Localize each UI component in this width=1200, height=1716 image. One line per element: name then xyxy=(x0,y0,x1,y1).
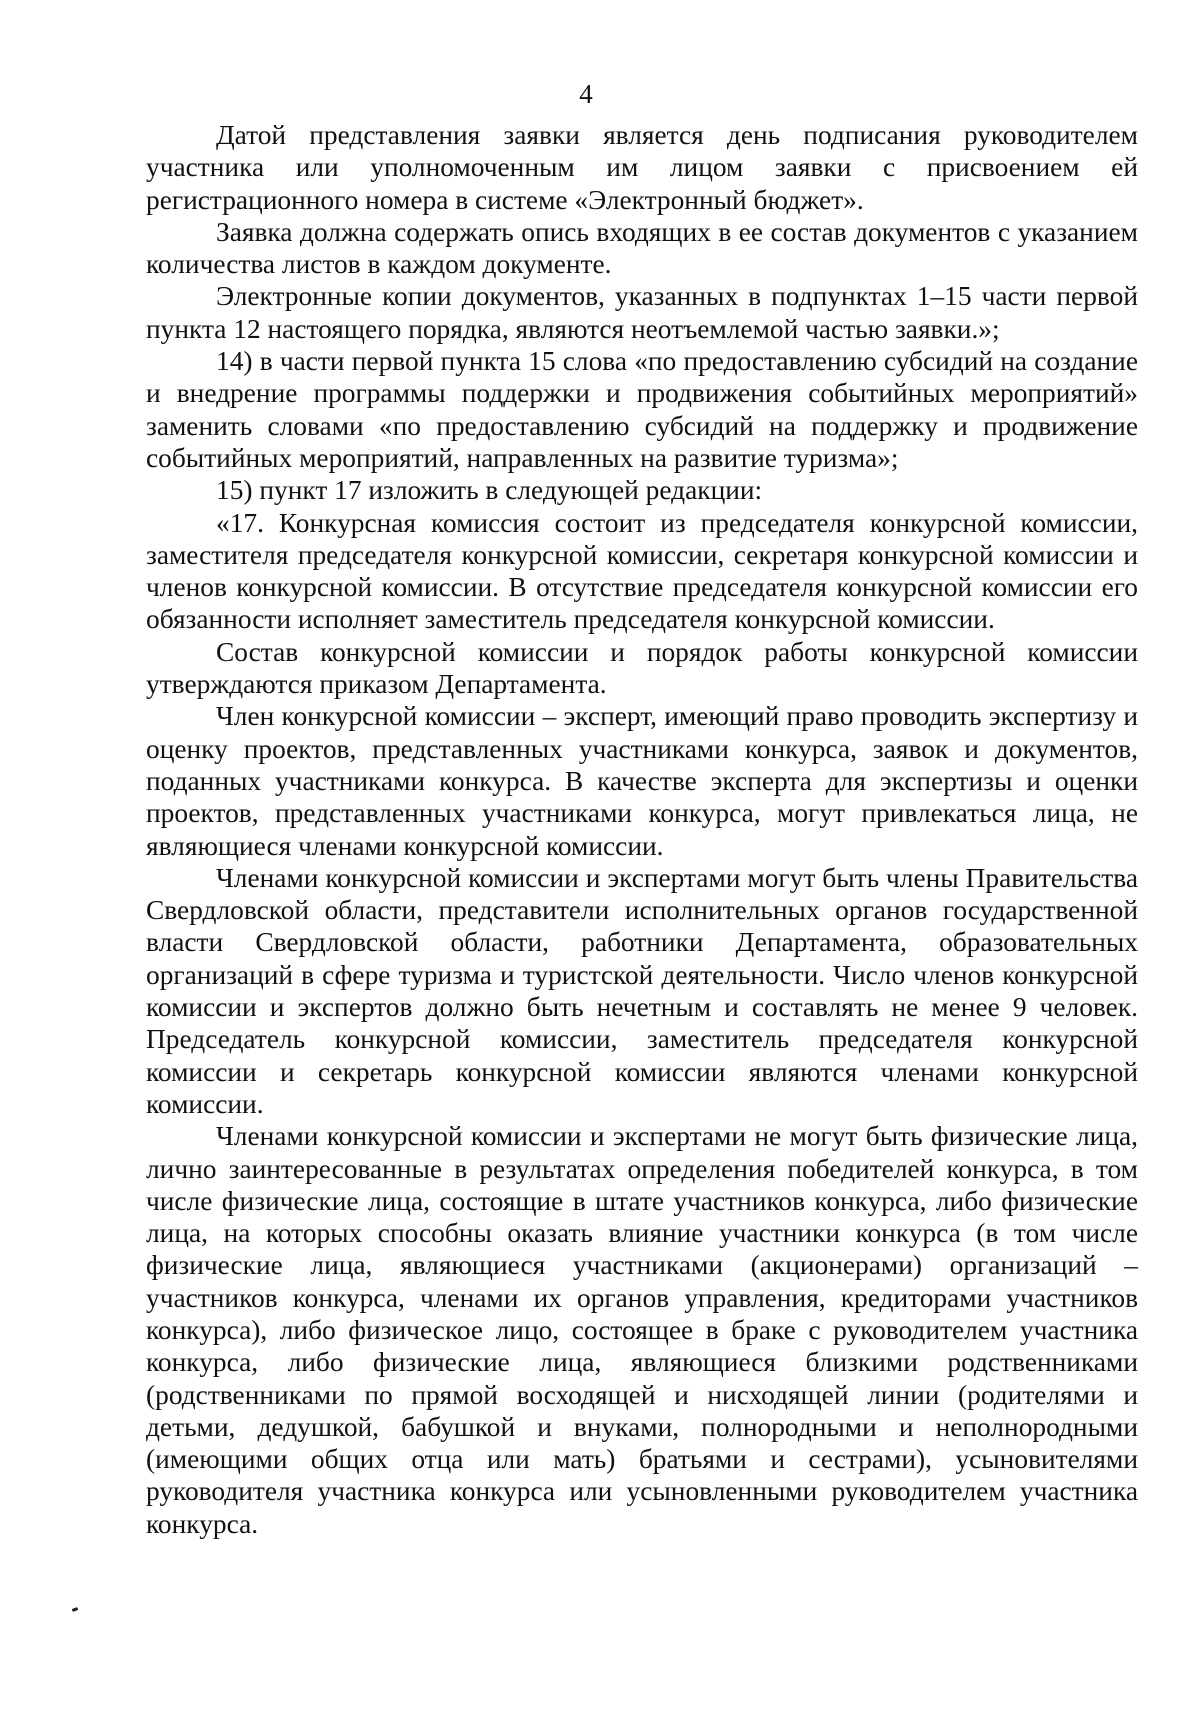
paragraph-commission-composition: Состав конкурсной комиссии и порядок работы конкурсной комиссии утверждаются приказом Департамента. xyxy=(146,636,1138,700)
document-body xyxy=(146,119,1138,1540)
paragraph-document-inventory: Заявка должна содержать опись входящих в ее состав документов с указанием количества листов в каждом документе. xyxy=(146,216,1138,280)
paragraph-clause-17: «17. Конкурсная комиссия состоит из председателя конкурсной комиссии, заместителя председателя конкурсной комиссии, секретаря конкурсной комиссии и членов конкурсной комиссии. В отсутствие председателя конкурсной комиссии его обязанности исполняет заместитель председателя конкурсной комиссии. xyxy=(146,507,1138,635)
paragraph-eligible-members: Членами конкурсной комиссии и экспертами могут быть члены Правительства Свердловской области, представители исполнительных органов государственной власти Свердловской области, работники Департамента, образовательных организаций в сфере туризма и туристской деятельности. Число членов конкурсной комиссии и экспертов должно быть нечетным и составлять не менее 9 человек. Председатель конкурсной комиссии, заместитель председателя конкурсной комиссии и секретарь конкурсной комиссии являются членами конкурсной комиссии. xyxy=(146,862,1138,1119)
paragraph-ineligible-members: Членами конкурсной комиссии и экспертами не могут быть физические лица, лично заинтересованные в результатах определения победителей конкурса, в том числе физические лица, состоящие в штате участников конкурса, либо физические лица, на которых способны оказать влияние участники конкурса (в том числе физические лица, являющиеся участниками (акционерами) организаций – участников конкурса, членами их органов управления, кредиторами участников конкурса), либо физическое лицо, состоящее в браке с руководителем участника конкурса, либо физические лица, являющиеся близкими родственниками (родственниками по прямой восходящей и нисходящей линии (родителями и детьми, дедушкой, бабушкой и внуками, полнородными и неполнородными (имеющими общих отца или мать) братьями и сестрами), усыновителями руководителя участника конкурса или усыновленными руководителем участника конкурса. xyxy=(146,1121,1138,1539)
paragraph-item-14: 14) в части первой пункта 15 слова «по предоставлению субсидий на создание и внедрение программы поддержки и продвижения событийных мероприятий» заменить словами «по предоставлению субсидий на поддержку и продвижение событийных мероприятий, направленных на развитие туризма»; xyxy=(146,346,1138,473)
paragraph-commission-member-expert: Член конкурсной комиссии – эксперт, имеющий право проводить экспертизу и оценку проектов, представленных участниками конкурса, заявок и документов, поданных участниками конкурса. В качестве эксперта для экспертизы и оценки проектов, представленных участниками конкурса, могут привлекаться лица, не являющиеся членами конкурсной комиссии. xyxy=(146,701,1138,861)
scan-speck xyxy=(72,1607,79,1612)
page-number: 4 xyxy=(579,79,593,109)
paragraph-item-15: 15) пункт 17 изложить в следующей редакции: xyxy=(216,475,763,506)
paragraph-application-date: Датой представления заявки является день подписания руководителем участника или уполномоченным им лицом заявки с присвоением ей регистрационного номера в системе «Электронный бюджет». xyxy=(146,120,1138,215)
paragraph-electronic-copies: Электронные копии документов, указанных в подпунктах 1–15 части первой пункта 12 настоящего порядка, являются неотъемлемой частью заявки.»; xyxy=(146,281,1138,344)
